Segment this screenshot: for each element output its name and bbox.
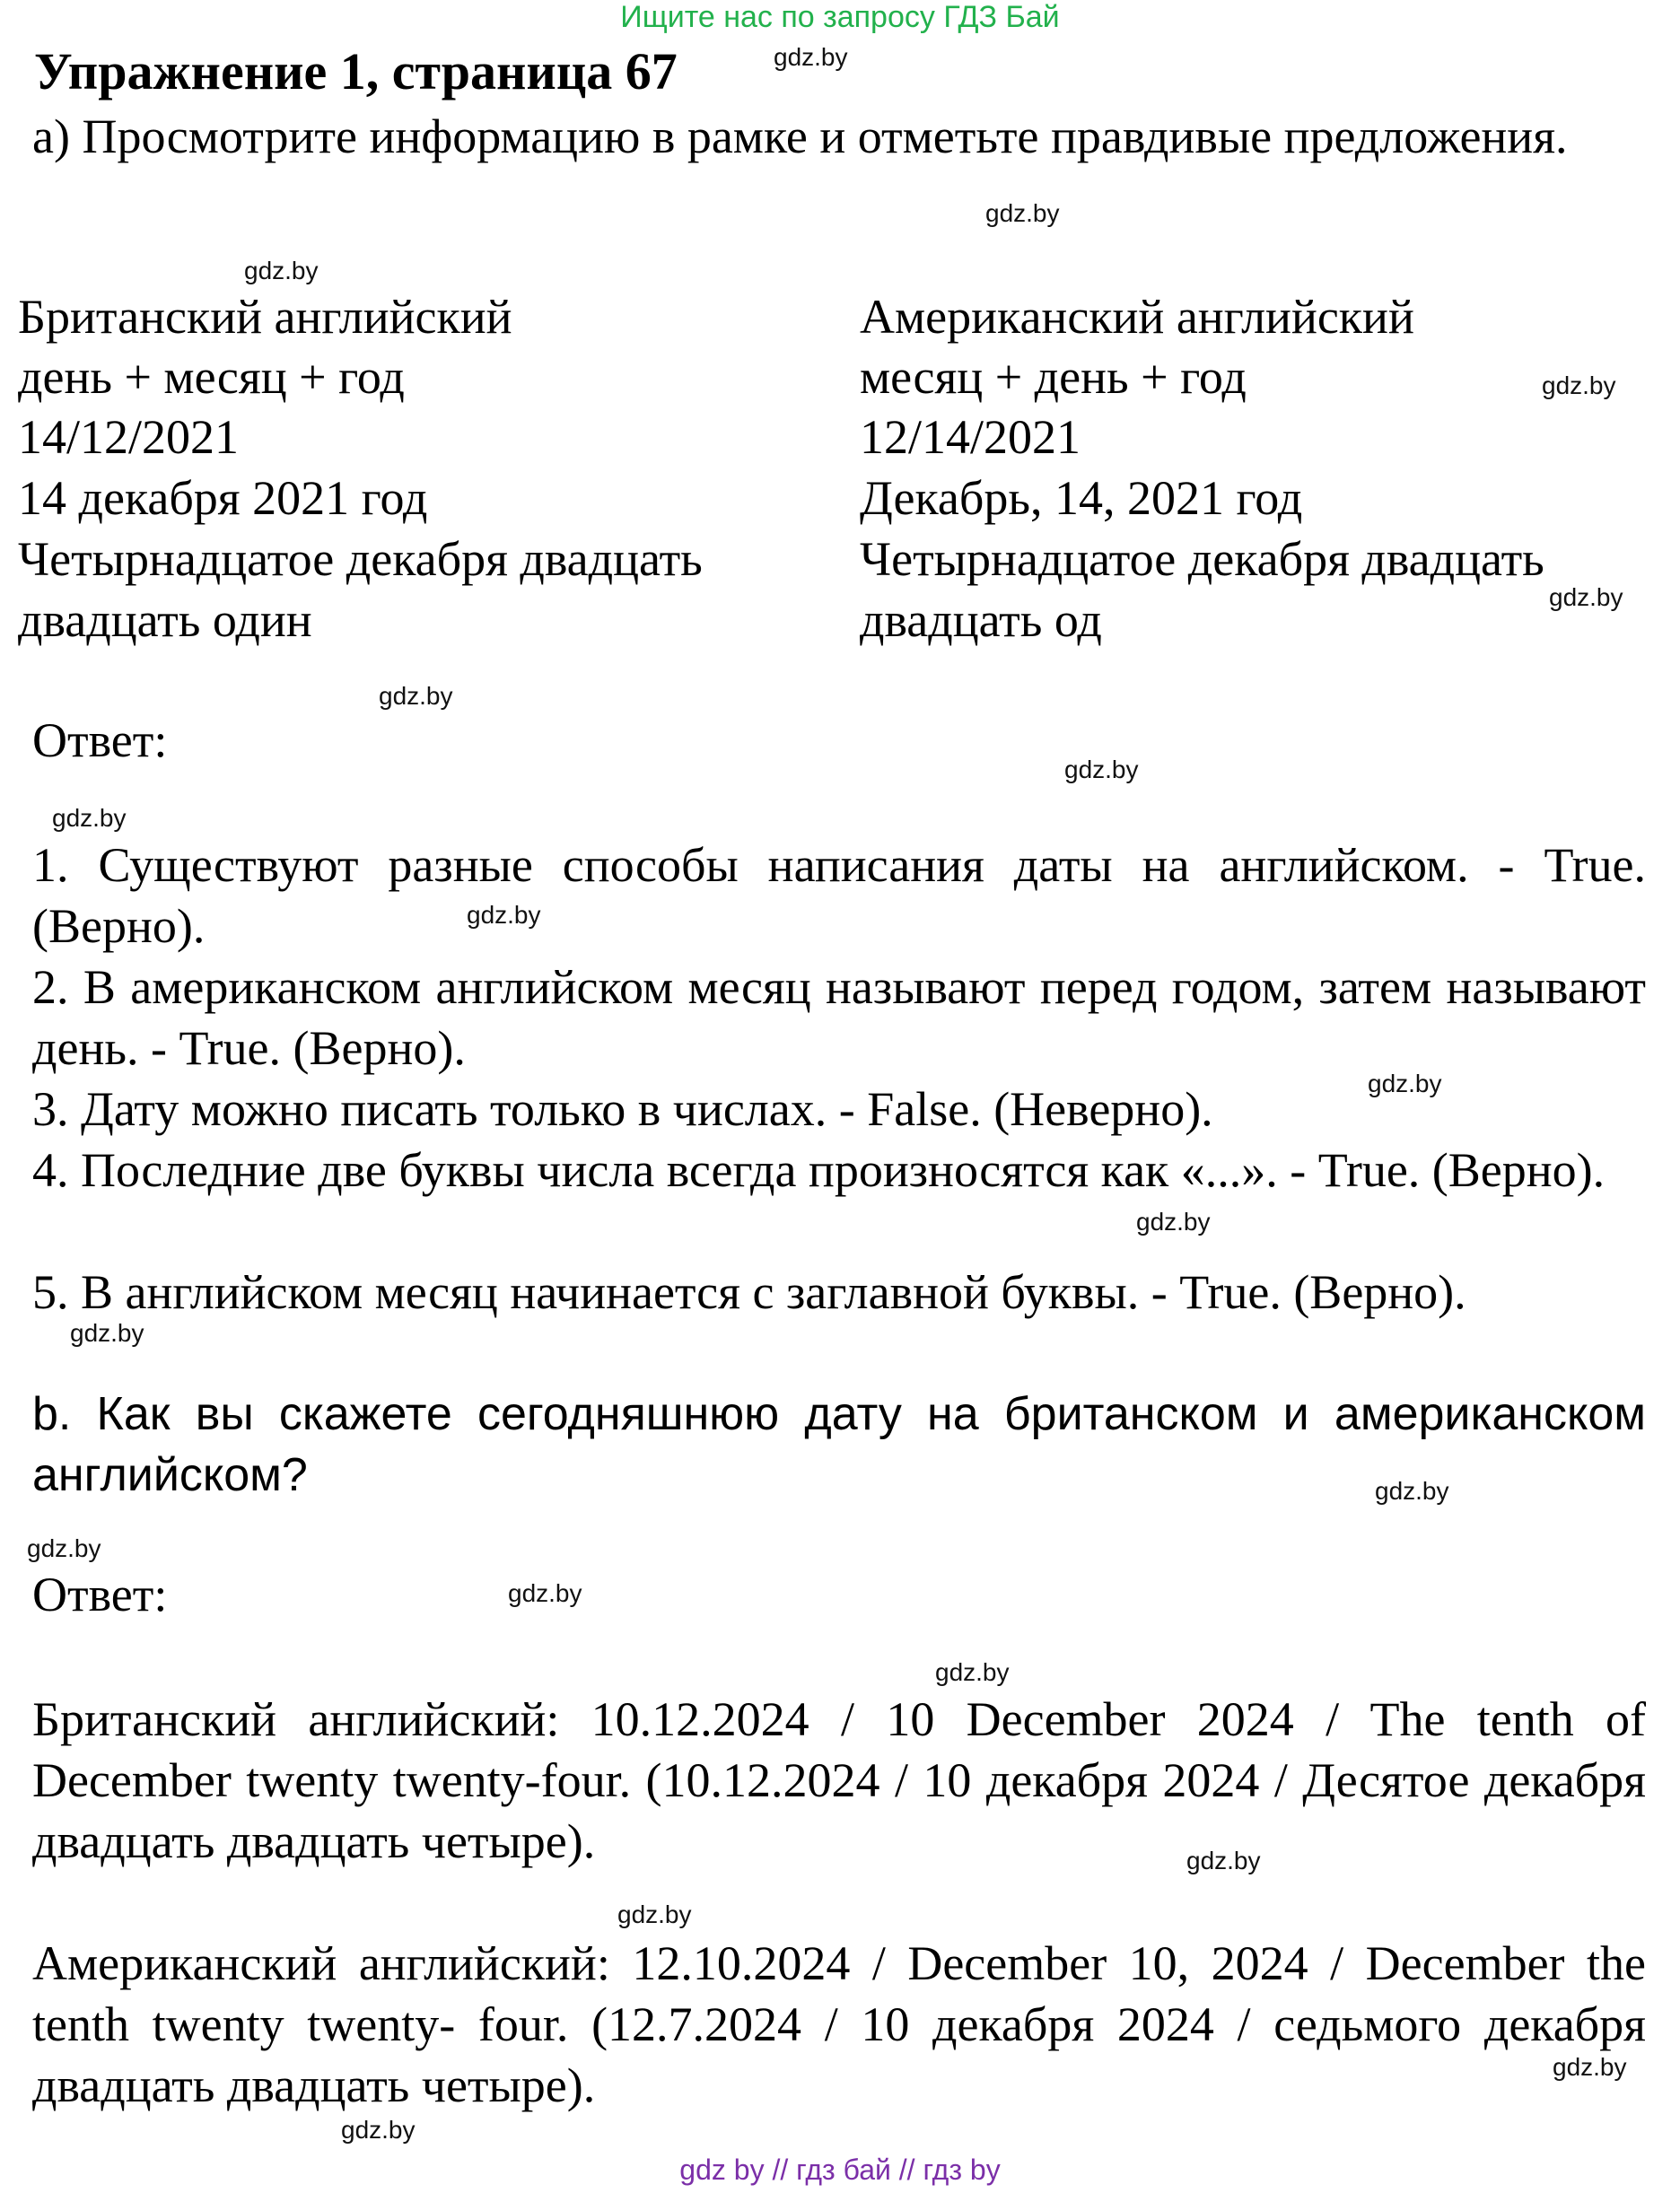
answer-item: 2. В американском английском месяц называют перед годом, затем называют день. - True. (Верно). bbox=[32, 960, 1646, 1075]
american-order: месяц + день + год bbox=[860, 350, 1247, 404]
watermark: gdz.by bbox=[774, 43, 848, 71]
watermark: gdz.by bbox=[341, 2116, 416, 2144]
watermark: gdz.by bbox=[1368, 1070, 1442, 1097]
search-banner[interactable]: Ищите нас по запросу ГДЗ Бай bbox=[620, 0, 1060, 34]
watermark: gdz.by bbox=[1375, 1477, 1449, 1505]
american-spoken-line-2: двадцать од bbox=[860, 593, 1102, 647]
british-order: день + месяц + год bbox=[18, 350, 405, 404]
british-spoken-line-1: Четырнадцатое декабря двадцать bbox=[18, 532, 703, 586]
british-numeric-date: 14/12/2021 bbox=[18, 410, 240, 464]
watermark: gdz.by bbox=[617, 1900, 692, 1928]
answer-item: 1. Существуют разные способы написания даты на английском. - True. (Верно). bbox=[32, 838, 1646, 953]
answer-item: 4. Последние две буквы числа всегда произносятся как «...». - True. (Верно). bbox=[32, 1143, 1606, 1197]
british-heading: Британский английский bbox=[18, 290, 512, 344]
answer-item: 3. Дату можно писать только в числах. - False. (Неверно). bbox=[32, 1082, 1213, 1136]
watermark: gdz.by bbox=[1549, 583, 1623, 611]
watermark: gdz.by bbox=[1064, 756, 1139, 783]
british-written-date: 14 декабря 2021 год bbox=[18, 471, 428, 525]
american-spoken-line-1: Четырнадцатое декабря двадцать bbox=[860, 532, 1544, 586]
british-spoken-line-2: двадцать один bbox=[18, 593, 312, 647]
watermark: gdz.by bbox=[508, 1579, 582, 1607]
watermark: gdz.by bbox=[52, 804, 127, 832]
answer-item: 5. В английском месяц начинается с заглавной буквы. - True. (Верно). bbox=[32, 1265, 1466, 1319]
british-answer-text: Британский английский: 10.12.2024 / 10 December 2024 / The tenth of December twenty twenty-four. (10.12.2024 / 10 декабря 2024 / Десятое декабря двадцать двадцать четыре). bbox=[32, 1692, 1646, 1868]
watermark: gdz.by bbox=[244, 257, 319, 284]
exercise-title: Упражнение 1, страница 67 bbox=[34, 42, 678, 100]
watermark: gdz.by bbox=[467, 901, 541, 929]
watermark: gdz.by bbox=[1136, 1208, 1211, 1236]
answer-label: Ответ: bbox=[32, 1568, 168, 1621]
task-b-text: b. Как вы скажете сегодняшнюю дату на британском и американском английском? bbox=[32, 1388, 1646, 1501]
watermark: gdz.by bbox=[935, 1658, 1010, 1686]
american-heading: Американский английский bbox=[860, 290, 1414, 344]
watermark: gdz.by bbox=[985, 199, 1060, 227]
answer-label: Ответ: bbox=[32, 713, 168, 767]
watermark: gdz.by bbox=[27, 1534, 101, 1562]
american-numeric-date: 12/14/2021 bbox=[860, 410, 1081, 464]
american-answer-text: Американский английский: 12.10.2024 / December 10, 2024 / December the tenth twenty twenty- four. (12.7.2024 / 10 декабря 2024 / седьмого декабря двадцать двадцать четыре). bbox=[32, 1936, 1646, 2112]
watermark: gdz.by bbox=[1542, 371, 1616, 399]
task-a-text: а) Просмотрите информацию в рамке и отметьте правдивые предложения. bbox=[32, 109, 1568, 163]
watermark: gdz.by bbox=[1553, 2053, 1627, 2081]
watermark: gdz.by bbox=[70, 1319, 144, 1347]
watermark: gdz.by bbox=[1186, 1847, 1261, 1874]
watermark: gdz.by bbox=[379, 682, 453, 710]
american-written-date: Декабрь, 14, 2021 год bbox=[860, 471, 1303, 525]
footer-links[interactable]: gdz by // гдз бай // гдз by bbox=[679, 2154, 1001, 2186]
